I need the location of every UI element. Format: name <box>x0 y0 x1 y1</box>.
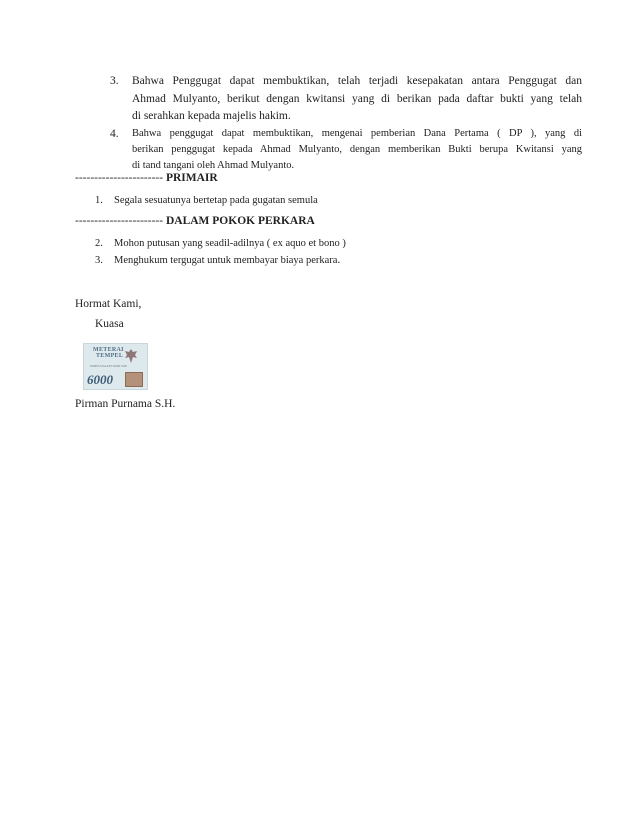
meterai-stamp <box>83 343 148 390</box>
stamp-text: DDEEA0AAF0 6000 DJP <box>90 364 127 368</box>
list-item <box>95 195 318 206</box>
item-number: 3. <box>95 255 103 266</box>
item-text: Mohon putusan yang seadil-adilnya ( ex aquo et bono ) <box>114 238 346 249</box>
section-heading-pokok-perkara <box>75 215 315 227</box>
stamp-text: METERAI <box>93 347 124 353</box>
item-line: di serahkan kepada majelis hakim. <box>132 110 291 122</box>
item-line: Bahwa Penggugat dapat membuktikan, telah terjadi kesepakatan antara Penggugat dan <box>132 75 582 87</box>
list-item <box>110 126 585 176</box>
item-number: 3. <box>110 75 119 87</box>
item-number: 2. <box>95 238 103 249</box>
item-number: 4. <box>110 128 119 140</box>
item-text: Segala sesuatunya bertetap pada gugatan semula <box>114 195 318 206</box>
stamp-seal <box>125 372 143 387</box>
item-line: Ahmad Mulyanto, berikut dengan kwitansi yang di berikan pada daftar bukti yang telah <box>132 92 582 105</box>
section-heading-primair <box>75 172 218 184</box>
stamp-text: TEMPEL <box>96 353 124 359</box>
item-number: 1. <box>95 195 103 206</box>
list-item <box>95 238 346 249</box>
garuda-emblem-icon <box>124 348 138 364</box>
closing-salutation: Hormat Kami, <box>75 298 142 310</box>
item-text: Menghukum tergugat untuk membayar biaya perkara. <box>114 255 341 266</box>
heading-dashes: ----------------------- <box>75 215 164 227</box>
item-line: di tand tangani oleh Ahmad Mulyanto. <box>132 160 295 171</box>
signatory-name: Pirman Purnama S.H. <box>75 398 176 410</box>
item-line: Bahwa penggugat dapat membuktikan, mengenai pemberian Dana Pertama ( DP ), yang di <box>132 128 582 139</box>
heading-label: DALAM POKOK PERKARA <box>165 215 315 227</box>
stamp-value: 6000 <box>87 372 113 387</box>
list-item <box>110 73 585 129</box>
heading-dashes: ----------------------- <box>75 172 164 184</box>
list-item <box>95 255 340 266</box>
item-line: berikan penggugat kepada Ahmad Mulyanto, dengan memberikan Bukti berupa Kwitansi yang <box>132 144 582 155</box>
closing-kuasa: Kuasa <box>95 318 124 330</box>
heading-label: PRIMAIR <box>165 172 218 184</box>
